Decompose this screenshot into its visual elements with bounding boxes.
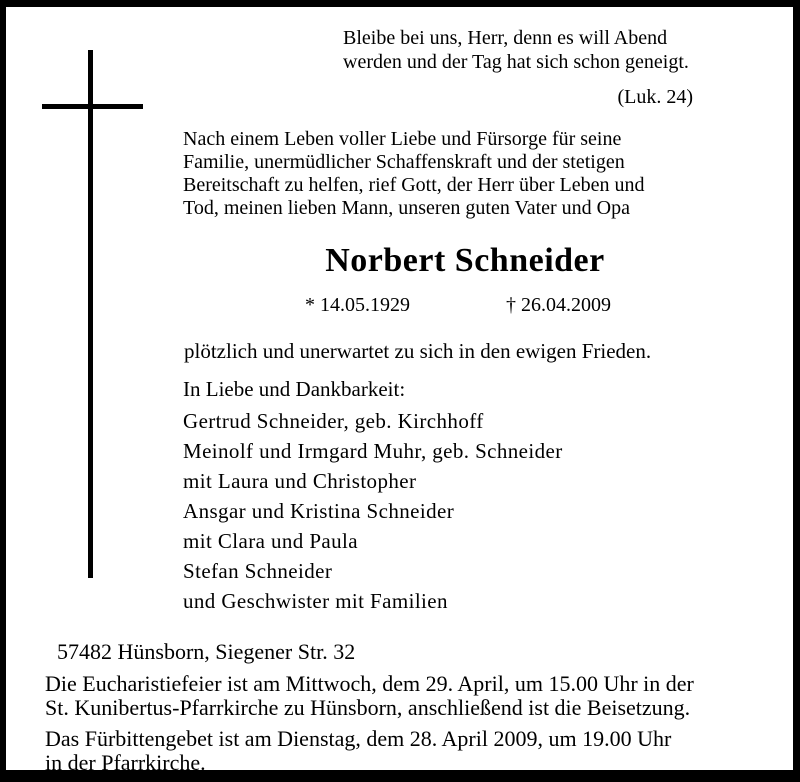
- death-date: † 26.04.2009: [506, 294, 611, 316]
- scripture-quote-line: Bleibe bei uns, Herr, denn es will Abend: [343, 27, 668, 49]
- intro-line: Bereitschaft zu helfen, rief Gott, der Herr über Leben und: [183, 174, 645, 196]
- cross-icon-vertical-bar: [88, 50, 93, 578]
- deceased-name: Norbert Schneider: [325, 242, 605, 279]
- funeral-service-line: Die Eucharistiefeier ist am Mittwoch, dem 29. April, um 15.00 Uhr in der: [45, 671, 694, 696]
- mourners-list: [183, 406, 563, 616]
- scripture-quote-line: werden und der Tag hat sich schon geneigt.: [343, 51, 689, 73]
- mourner-line: Ansgar und Kristina Schneider: [183, 499, 455, 523]
- scripture-source: (Luk. 24): [617, 86, 693, 108]
- intro-line: Tod, meinen lieben Mann, unseren guten Vater und Opa: [183, 197, 631, 219]
- intro-line: Familie, unermüdlicher Schaffenskraft und der stetigen: [183, 151, 625, 173]
- mourners-heading: In Liebe und Dankbarkeit:: [183, 377, 406, 401]
- mourner-line: mit Laura und Christopher: [183, 469, 417, 493]
- funeral-service-line: St. Kunibertus-Pfarrkirche zu Hünsborn, anschließend ist die Beisetzung.: [45, 695, 691, 720]
- scripture-quote: [343, 26, 689, 74]
- cross-icon-horizontal-bar: [42, 104, 143, 109]
- mourner-line: Stefan Schneider: [183, 559, 333, 583]
- prayer-service-line: Das Fürbittengebet ist am Dienstag, dem 28. April 2009, um 19.00 Uhr: [45, 726, 672, 751]
- intro-line: Nach einem Leben voller Liebe und Fürsorge für seine: [183, 128, 622, 150]
- mourner-line: Gertrud Schneider, geb. Kirchhoff: [183, 409, 484, 433]
- mourner-line: und Geschwister mit Familien: [183, 589, 448, 613]
- mourner-line: mit Clara und Paula: [183, 529, 358, 553]
- birth-date: * 14.05.1929: [305, 294, 410, 316]
- passing-statement: plötzlich und unerwartet zu sich in den ewigen Frieden.: [184, 339, 652, 363]
- address-line: 57482 Hünsborn, Siegener Str. 32: [57, 639, 356, 664]
- intro-paragraph: [183, 128, 644, 220]
- mourner-line: Meinolf und Irmgard Muhr, geb. Schneider: [183, 439, 563, 463]
- prayer-service-line: in der Pfarrkirche.: [45, 750, 206, 775]
- funeral-service-notice: [45, 672, 694, 720]
- prayer-service-notice: [45, 727, 671, 775]
